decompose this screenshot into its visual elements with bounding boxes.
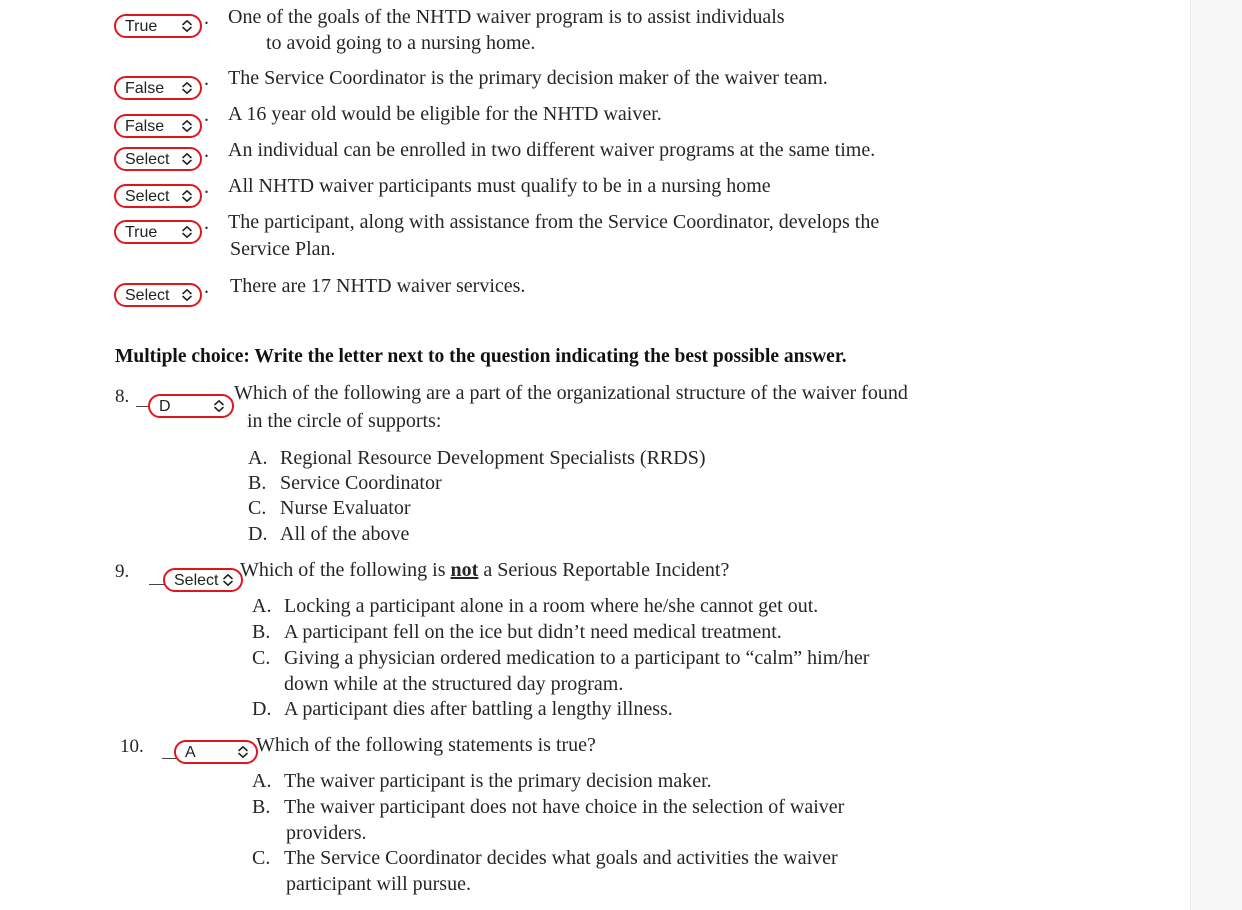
chevron-updown-icon <box>220 572 236 588</box>
chevron-updown-icon <box>179 151 195 167</box>
option-8a: A. Regional Resource Development Specialists (RRDS) <box>248 447 706 469</box>
answer-select-value: Select <box>174 572 219 589</box>
answer-blank <box>162 758 176 759</box>
item-number-fragment: . <box>204 212 209 234</box>
option-10b-continued: providers. <box>286 822 367 844</box>
answer-select-8[interactable] <box>148 394 234 418</box>
option-10b: B. The waiver participant does not have choice in the selection of waiver <box>252 796 845 818</box>
section-heading: Multiple choice: Write the letter next to the question indicating the best possible answer. <box>115 346 847 367</box>
question-3-text: A 16 year old would be eligible for the NHTD waiver. <box>228 103 662 125</box>
emphasis-not: not <box>450 559 479 581</box>
answer-select-value: A <box>185 744 196 761</box>
answer-select-10[interactable] <box>174 740 258 764</box>
answer-select-value: True <box>125 18 158 35</box>
answer-select-value: Select <box>125 151 170 168</box>
question-4-text: An individual can be enrolled in two different waiver programs at the same time. <box>228 139 876 161</box>
option-10a: A. The waiver participant is the primary decision maker. <box>252 770 712 792</box>
question-6-line-2: Service Plan. <box>230 238 336 260</box>
answer-select-7[interactable] <box>114 283 202 307</box>
item-number-fragment: . <box>204 104 209 126</box>
answer-select-value: False <box>125 118 165 135</box>
chevron-updown-icon <box>235 744 251 760</box>
chevron-updown-icon <box>179 287 195 303</box>
answer-select-6[interactable] <box>114 220 202 244</box>
question-8-line-1: Which of the following are a part of the organizational structure of the waiver found <box>234 382 908 404</box>
question-9-number: 9. <box>115 561 130 582</box>
question-9-text: Which of the following is not a Serious Reportable Incident? <box>240 559 730 581</box>
chevron-updown-icon <box>211 398 227 414</box>
answer-select-value: Select <box>125 287 170 304</box>
question-1-line-1: One of the goals of the NHTD waiver program is to assist individuals <box>228 6 785 28</box>
chevron-updown-icon <box>179 224 195 240</box>
question-10-text: Which of the following statements is true? <box>256 734 596 756</box>
answer-blank <box>149 584 165 585</box>
question-7-text: There are 17 NHTD waiver services. <box>230 275 526 297</box>
question-6-line-1: The participant, along with assistance from the Service Coordinator, develops the <box>228 211 880 233</box>
item-number-fragment: . <box>204 7 209 29</box>
answer-select-2[interactable] <box>114 76 202 100</box>
question-2-text: The Service Coordinator is the primary decision maker of the waiver team. <box>228 67 828 89</box>
option-9b: B. A participant fell on the ice but didn’t need medical treatment. <box>252 621 782 643</box>
answer-select-9[interactable] <box>163 568 243 592</box>
option-10c: C. The Service Coordinator decides what goals and activities the waiver <box>252 847 838 869</box>
answer-select-5[interactable] <box>114 184 202 208</box>
chevron-updown-icon <box>179 188 195 204</box>
answer-select-4[interactable] <box>114 147 202 171</box>
chevron-updown-icon <box>179 80 195 96</box>
option-8b: B. Service Coordinator <box>248 472 442 494</box>
option-8c: C. Nurse Evaluator <box>248 497 411 519</box>
question-8-number: 8. <box>115 386 130 407</box>
option-8d: D. All of the above <box>248 523 410 545</box>
option-9a: A. Locking a participant alone in a room where he/she cannot get out. <box>252 595 819 617</box>
item-number-fragment: . <box>204 68 209 90</box>
question-10-number: 10. <box>120 736 144 757</box>
answer-select-value: Select <box>125 188 170 205</box>
item-number-fragment: . <box>204 276 209 298</box>
item-number-fragment: . <box>204 140 209 162</box>
option-9d: D. A participant dies after battling a lengthy illness. <box>252 698 673 720</box>
question-5-text: All NHTD waiver participants must qualify to be in a nursing home <box>228 175 771 197</box>
chevron-updown-icon <box>179 18 195 34</box>
answer-select-3[interactable] <box>114 114 202 138</box>
chevron-updown-icon <box>179 118 195 134</box>
item-number-fragment: . <box>204 176 209 198</box>
answer-select-value: True <box>125 224 158 241</box>
question-8-line-2: in the circle of supports: <box>247 410 442 432</box>
option-9c-continued: down while at the structured day program. <box>284 673 624 695</box>
question-1-line-2: to avoid going to a nursing home. <box>266 32 536 54</box>
right-scroll-gutter[interactable] <box>1190 0 1242 910</box>
answer-select-value: False <box>125 80 165 97</box>
option-10c-continued: participant will pursue. <box>286 873 471 895</box>
answer-select-1[interactable] <box>114 14 202 38</box>
option-9c: C. Giving a physician ordered medication to a participant to “calm” him/her <box>252 647 870 669</box>
answer-select-value: D <box>159 398 171 415</box>
